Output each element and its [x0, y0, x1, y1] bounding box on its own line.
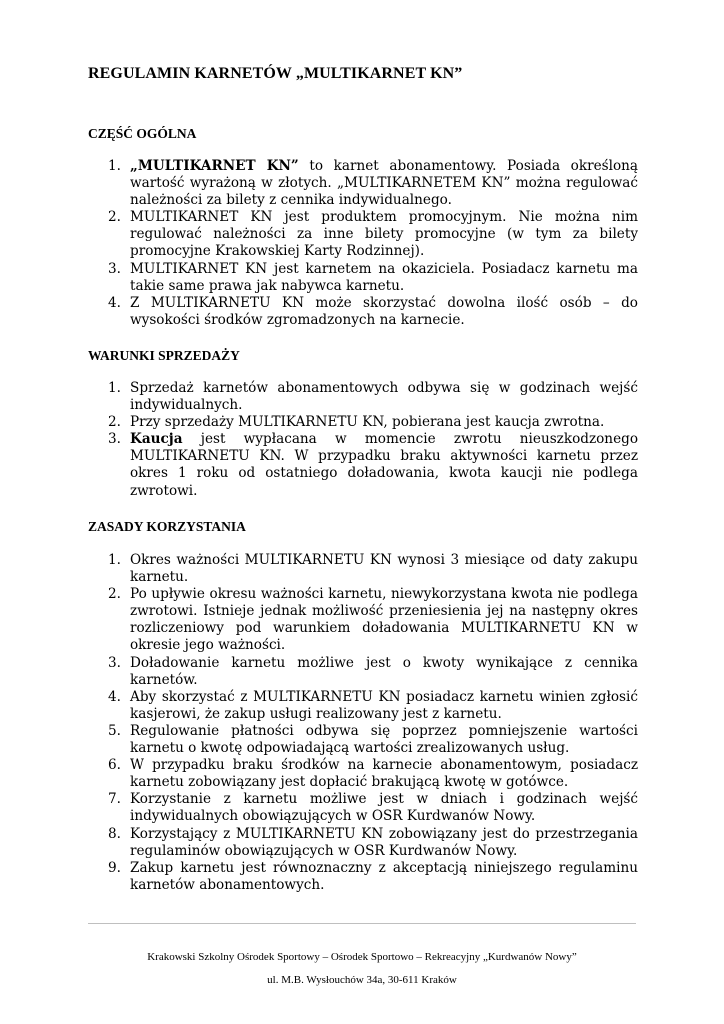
- footer-organization: Krakowski Szkolny Ośrodek Sportowy – Ośrodek Sportowo – Rekreacyjny „Kurdwanów Nowy”: [147, 951, 577, 963]
- section-list-general: [88, 158, 638, 329]
- item-bold-text: Kaucja: [130, 431, 183, 448]
- list-item: [88, 655, 638, 689]
- section-heading-sale-terms: WARUNKI SPRZEDAŻY: [88, 348, 240, 363]
- list-item: [88, 209, 638, 260]
- item-text: Z MULTIKARNETU KN może skorzystać dowolna ilość osób – do wysokości środków zgromadzonych na karnecie.: [130, 294, 638, 328]
- item-number: 2.: [108, 209, 121, 226]
- section-list-usage-rules: [88, 552, 638, 894]
- item-text: to karnet abonamentowy. Posiada określoną wartość wyrażoną w złotych. „MULTIKARNETEM KN” można regulować należności za bilety z cennika indywidualnego.: [130, 158, 639, 209]
- section-heading-general: CZĘŚĆ OGÓLNA: [88, 126, 197, 141]
- footer-address: ul. M.B. Wysłouchów 34a, 30-611 Kraków: [267, 974, 457, 986]
- item-number: 1.: [108, 380, 121, 396]
- item-number: 8.: [108, 825, 121, 842]
- list-item: [88, 295, 638, 329]
- section-heading-usage-rules: ZASADY KORZYSTANIA: [88, 519, 246, 534]
- item-number: 9.: [108, 859, 121, 876]
- item-text: Przy sprzedaży MULTIKARNETU KN, pobierana jest kaucja zwrotna.: [130, 414, 605, 431]
- list-item: [88, 261, 638, 295]
- list-item: [88, 791, 638, 825]
- list-item: [88, 380, 638, 414]
- list-item: [88, 586, 638, 654]
- item-text: Regulowanie płatności odbywa się poprzez pomniejszenie wartości karnetu o kwotę odpowiadającą wartości zrealizowanych usług.: [130, 722, 638, 757]
- footer-divider: [88, 923, 636, 924]
- item-text: MULTIKARNET KN jest produktem promocyjnym. Nie można nim regulować należności za inne bilety promocyjne (w tym za bilety promocyjne Krakowskiej Karty Rodzinnej).: [130, 209, 638, 260]
- item-text: W przypadku braku środków na karnecie abonamentowym, posiadacz karnetu zobowiązany jest dopłacić brakującą kwotę w gotówce.: [130, 757, 638, 791]
- list-item: [88, 826, 638, 860]
- list-item: [88, 552, 638, 586]
- item-number: 3.: [108, 654, 121, 671]
- item-number: 2.: [108, 586, 121, 603]
- item-text: Zakup karnetu jest równoznaczny z akceptacją niniejszego regulaminu karnetów abonamentowych.: [130, 859, 638, 893]
- item-text: Korzystający z MULTIKARNETU KN zobowiązany jest do przestrzegania regulaminów obowiązujących w OSR Kurdwanów Nowy.: [130, 825, 638, 859]
- section-list-sale-terms: [88, 380, 638, 500]
- list-item: [88, 158, 638, 209]
- item-text: Po upływie okresu ważności karnetu, niewykorzystana kwota nie podlega zwrotowi. Istnieje jednak możliwość przeniesienia jej na następny okres rozliczeniowy pod warunkiem doładowania MULTIKARNETU KN w okresie jego ważności.: [130, 586, 638, 654]
- item-number: 4.: [108, 294, 121, 311]
- item-number: 1.: [108, 158, 121, 174]
- item-text: Aby skorzystać z MULTIKARNETU KN posiadacz karnetu winien zgłosić kasjerowi, że zakup usługi realizowany jest z karnetu.: [130, 688, 638, 722]
- item-text: jest wypłacana w momencie zwrotu nieuszkodzonego MULTIKARNETU KN. W przypadku braku aktywności karnetu przez okres 1 roku od ostatniego doładowania, kwota kaucji nie podlega zwrotowi.: [130, 431, 638, 499]
- list-item: [88, 860, 638, 894]
- list-item: [88, 414, 638, 431]
- document-title: REGULAMIN KARNETÓW „MULTIKARNET KN”: [88, 65, 463, 82]
- item-number: 7.: [108, 791, 121, 808]
- item-number: 1.: [108, 552, 121, 568]
- item-number: 6.: [108, 757, 121, 774]
- item-text: Sprzedaż karnetów abonamentowych odbywa się w godzinach wejść indywidualnych.: [130, 380, 638, 414]
- item-number: 4.: [108, 688, 121, 705]
- item-text: Korzystanie z karnetu możliwe jest w dniach i godzinach wejść indywidualnych obowiązujących w OSR Kurdwanów Nowy.: [130, 791, 638, 825]
- list-item: [88, 723, 638, 757]
- list-item: [88, 689, 638, 723]
- list-item: [88, 431, 638, 499]
- item-text: MULTIKARNET KN jest karnetem na okaziciela. Posiadacz karnetu ma takie same prawa jak nabywca karnetu.: [130, 260, 638, 294]
- item-bold-text: „MULTIKARNET KN”: [130, 158, 299, 174]
- item-number: 5.: [108, 722, 121, 739]
- list-item: [88, 757, 638, 791]
- item-number: 3.: [108, 260, 121, 277]
- item-number: 3.: [108, 431, 121, 448]
- item-text: Okres ważności MULTIKARNETU KN wynosi 3 miesiące od daty zakupu karnetu.: [130, 552, 638, 586]
- item-text: Doładowanie karnetu możliwe jest o kwoty wynikające z cennika karnetów.: [130, 654, 638, 688]
- item-number: 2.: [108, 414, 121, 431]
